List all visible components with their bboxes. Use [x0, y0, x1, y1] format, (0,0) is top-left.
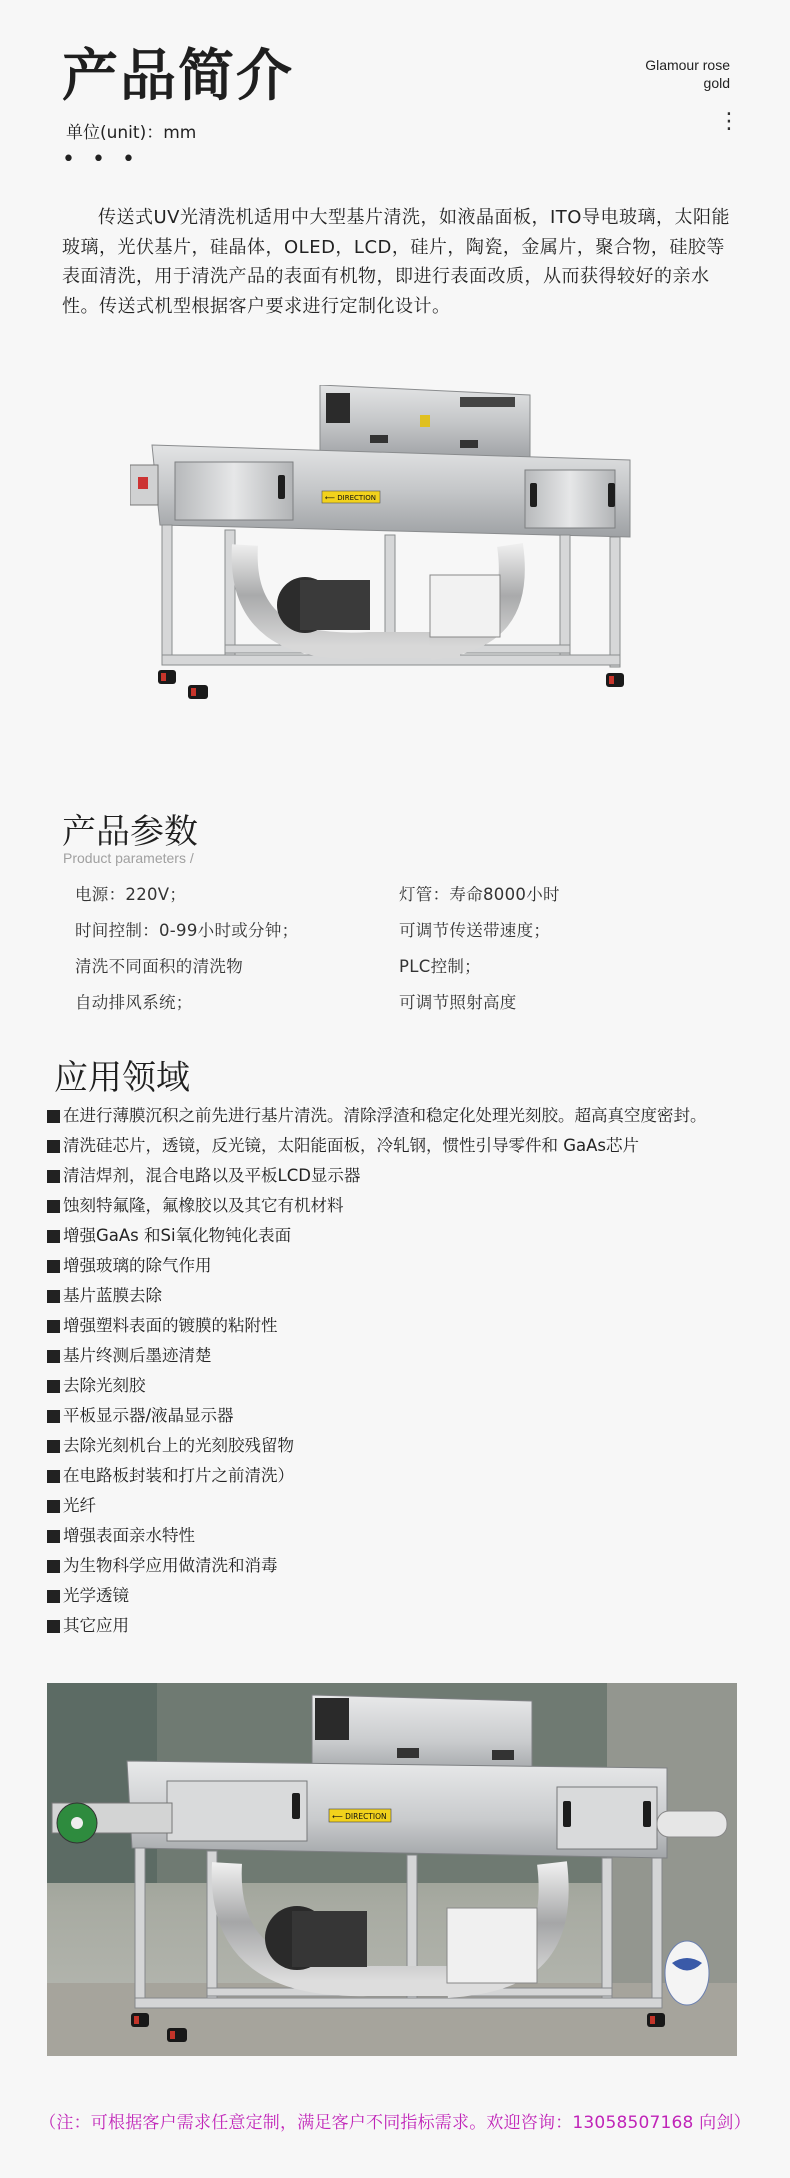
contact-note: （注：可根据客户需求任意定制，满足客户不同指标需求。欢迎咨询：13058507168 向剑）	[39, 2113, 751, 2133]
square-bullet-icon	[47, 1530, 60, 1543]
list-item	[47, 1611, 767, 1641]
square-bullet-icon	[47, 1170, 60, 1183]
list-item-text: 平板显示器/液晶显示器	[63, 1406, 234, 1425]
square-bullet-icon	[47, 1380, 60, 1393]
list-item	[47, 1371, 767, 1401]
param-item: 清洗不同面积的清洗物	[75, 957, 243, 976]
param-item: 自动排风系统；	[75, 993, 193, 1012]
param-item: 可调节传送带速度；	[399, 921, 551, 940]
product-image	[130, 385, 650, 725]
list-item	[47, 1101, 767, 1131]
square-bullet-icon	[47, 1140, 60, 1153]
square-bullet-icon	[47, 1440, 60, 1453]
list-item	[47, 1431, 767, 1461]
subtitle-en-line1: Glamour rose	[645, 57, 730, 73]
uv-cleaner-machine-illustration	[130, 385, 650, 725]
list-item	[47, 1581, 767, 1611]
param-item: 灯管：寿命8000小时	[399, 885, 560, 904]
direction-label: ⟵ DIRECTION	[325, 494, 376, 502]
list-item-text: 增强玻璃的除气作用	[63, 1256, 212, 1275]
list-item	[47, 1341, 767, 1371]
apps-list	[47, 1101, 767, 1641]
list-item	[47, 1281, 767, 1311]
section-subtitle-params: Product parameters /	[63, 850, 194, 866]
square-bullet-icon	[47, 1110, 60, 1123]
list-item-text: 基片蓝膜去除	[63, 1286, 162, 1305]
param-item: 时间控制：0-99小时或分钟；	[75, 921, 299, 940]
list-item-text: 光学透镜	[63, 1586, 129, 1605]
param-item: PLC控制；	[399, 957, 481, 976]
list-item	[47, 1131, 767, 1161]
list-item-text: 增强塑料表面的镀膜的粘附性	[63, 1316, 278, 1335]
square-bullet-icon	[47, 1260, 60, 1273]
list-item-text: 清洗硅芯片，透镜，反光镜，太阳能面板，冷轧钢，惯性引导零件和 GaAs芯片	[63, 1136, 640, 1155]
subtitle-en-line2: gold	[703, 75, 730, 91]
list-item	[47, 1551, 767, 1581]
uv-cleaner-machine-photo	[47, 1683, 737, 2056]
square-bullet-icon	[47, 1560, 60, 1573]
product-photo	[47, 1683, 737, 2056]
square-bullet-icon	[47, 1200, 60, 1213]
intro-paragraph: 传送式UV光清洗机适用中大型基片清洗，如液晶面板，ITO导电玻璃，太阳能玻璃，光伏基片，硅晶体，OLED，LCD，硅片，陶瓷，金属片，聚合物，硅胶等表面清洗，用于清洗产品的表面有机物，即进行表面改质，从而获得较好的亲水性。传送式机型根据客户要求进行定制化设计。	[62, 207, 730, 317]
direction-label: ⟵ DIRECTION	[332, 1812, 387, 1821]
list-item	[47, 1521, 767, 1551]
list-item-text: 增强GaAs 和Si氧化物钝化表面	[63, 1226, 292, 1245]
list-item-text: 光纤	[63, 1496, 96, 1515]
square-bullet-icon	[47, 1590, 60, 1603]
square-bullet-icon	[47, 1470, 60, 1483]
square-bullet-icon	[47, 1620, 60, 1633]
list-item-text: 为生物科学应用做清洗和消毒	[63, 1556, 278, 1575]
list-item	[47, 1161, 767, 1191]
square-bullet-icon	[47, 1410, 60, 1423]
unit-label: 单位(unit)：mm	[66, 123, 197, 143]
list-item-text: 在电路板封装和打片之前清洗）	[63, 1466, 294, 1485]
section-title-apps: 应用领域	[54, 1058, 190, 1098]
page-title: 产品简介	[62, 44, 294, 109]
list-item-text: 增强表面亲水特性	[63, 1526, 195, 1545]
list-item-text: 去除光刻胶	[63, 1376, 146, 1395]
param-item: 电源：220V；	[75, 885, 187, 904]
square-bullet-icon	[47, 1290, 60, 1303]
list-item	[47, 1191, 767, 1221]
list-item-text: 蚀刻特氟隆，氟橡胶以及其它有机材料	[63, 1196, 344, 1215]
list-item-text: 其它应用	[63, 1616, 129, 1635]
list-item	[47, 1311, 767, 1341]
list-item-text: 基片终测后墨迹清楚	[63, 1346, 212, 1365]
square-bullet-icon	[47, 1500, 60, 1513]
list-item	[47, 1251, 767, 1281]
list-item-text: 去除光刻机台上的光刻胶残留物	[63, 1436, 294, 1455]
square-bullet-icon	[47, 1350, 60, 1363]
list-item-text: 清洁焊剂，混合电路以及平板LCD显示器	[63, 1166, 361, 1185]
section-title-params: 产品参数	[62, 812, 198, 852]
subtitle-en	[645, 56, 730, 92]
list-item	[47, 1491, 767, 1521]
list-item	[47, 1401, 767, 1431]
more-vertical-icon: ⋮	[718, 109, 740, 134]
param-item: 可调节照射高度	[399, 993, 517, 1012]
square-bullet-icon	[47, 1320, 60, 1333]
ellipsis-decoration: • • •	[62, 147, 140, 172]
square-bullet-icon	[47, 1230, 60, 1243]
list-item	[47, 1221, 767, 1251]
list-item	[47, 1461, 767, 1491]
list-item-text: 在进行薄膜沉积之前先进行基片清洗。清除浮渣和稳定化处理光刻胶。超高真空度密封。	[63, 1106, 707, 1125]
